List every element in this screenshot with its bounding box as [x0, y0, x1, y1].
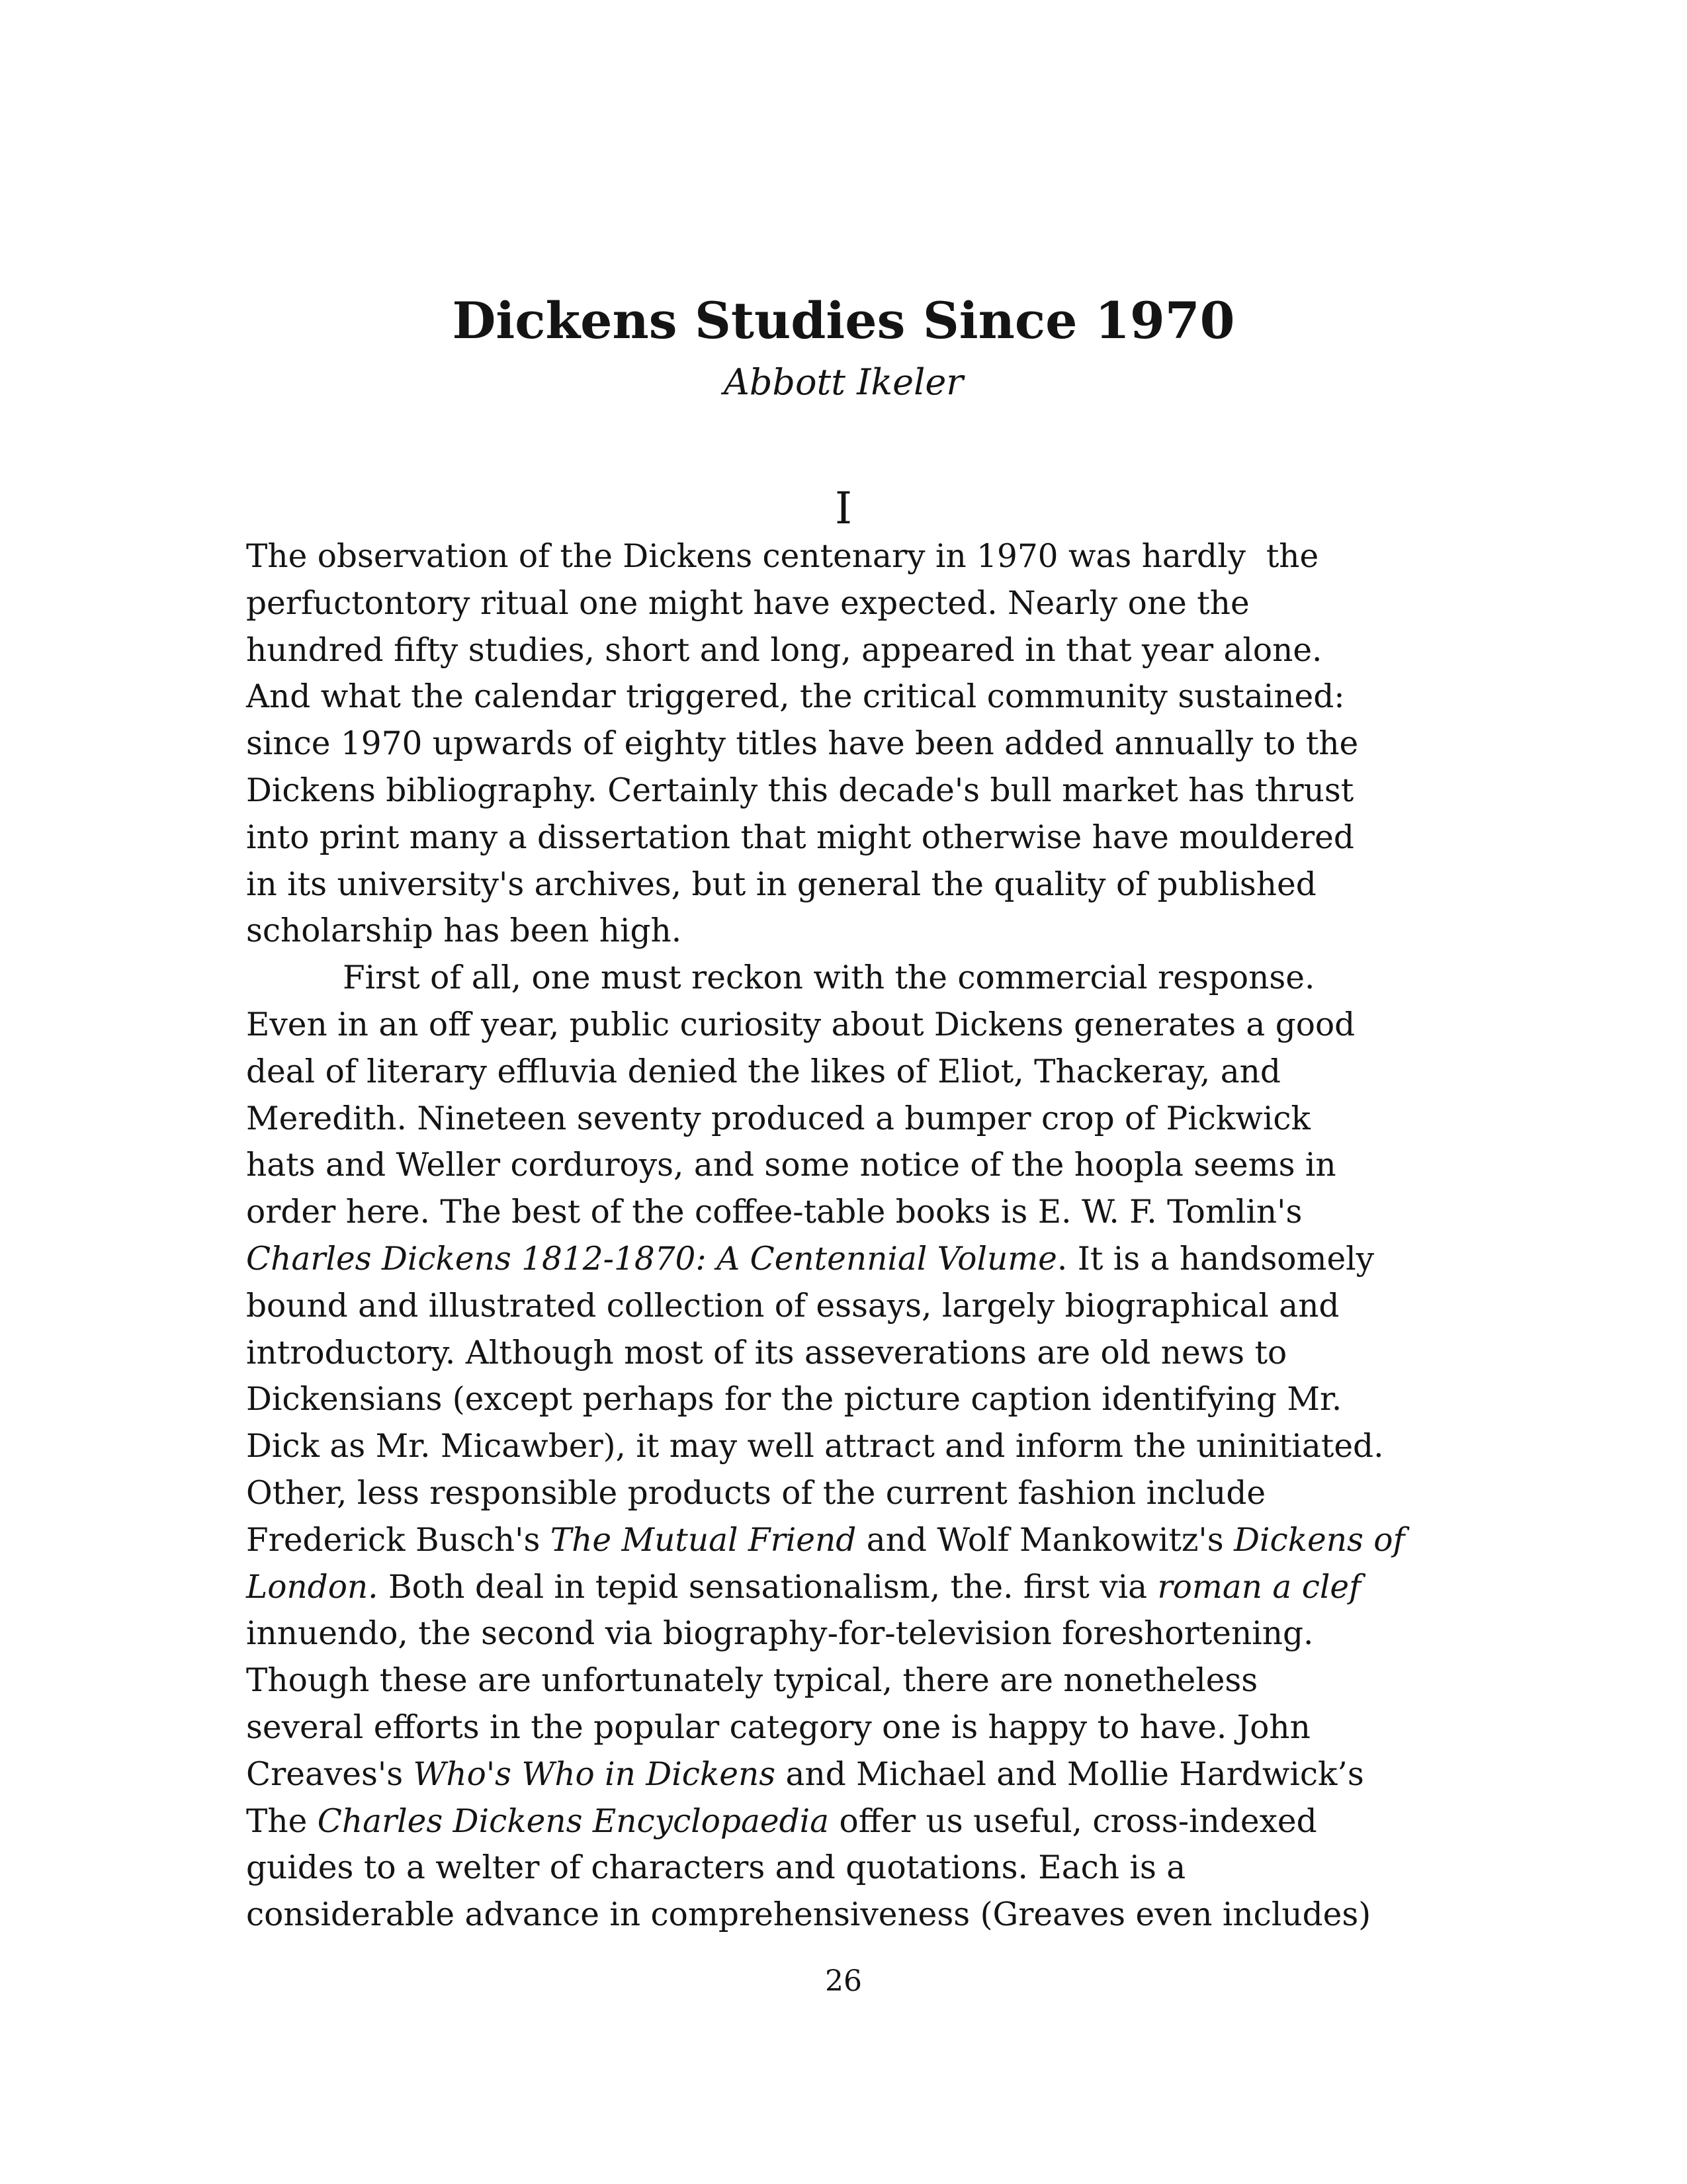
text-segment: several efforts in the popular category one is happy to have. John: [246, 1708, 1311, 1746]
text-segment: Frederick Busch's: [246, 1521, 550, 1559]
page-number: 26: [825, 1964, 862, 1998]
italic-text: Charles Dickens Encyclopaedia: [317, 1802, 830, 1840]
text-line: [246, 1002, 1444, 1049]
italic-text: Charles Dickens 1812-1870: A Centennial Volume: [246, 1240, 1057, 1278]
text-line: [246, 1798, 1444, 1845]
text-line: [246, 1049, 1444, 1096]
text-line: [246, 908, 1444, 955]
text-line: [246, 721, 1444, 767]
text-segment: guides to a welter of characters and quotations. Each is a: [246, 1849, 1186, 1887]
text-line: [246, 767, 1444, 814]
text-line: [246, 1142, 1444, 1189]
body-text: [246, 533, 1444, 1939]
text-line: [246, 1283, 1444, 1330]
text-segment: since 1970 upwards of eighty titles have been added annually to the: [246, 725, 1359, 763]
text-line: [246, 1236, 1444, 1283]
text-line: [246, 1892, 1444, 1939]
text-segment: . It is a handsomely: [1057, 1240, 1375, 1278]
italic-text: roman a clef: [1157, 1568, 1362, 1606]
section-number: I: [834, 483, 853, 534]
text-segment: First of all, one must reckon with the commercial response.: [343, 959, 1315, 997]
text-segment: And what the calendar triggered, the critical community sustained:: [246, 678, 1345, 716]
text-segment: hundred fifty studies, short and long, appeared in that year alone.: [246, 631, 1322, 669]
text-line: [246, 1610, 1444, 1657]
text-line: [246, 580, 1444, 627]
text-segment: The observation of the Dickens centenary in 1970 was hardly the: [246, 538, 1319, 575]
italic-text: The Mutual Friend: [550, 1521, 857, 1559]
text-line: [246, 814, 1444, 861]
text-segment: considerable advance in comprehensiveness (Greaves even includes): [246, 1896, 1371, 1934]
text-segment: Dickens bibliography. Certainly this decade's bull market has thrust: [246, 771, 1354, 809]
text-line: [246, 1423, 1444, 1470]
italic-text: Dickens of: [1234, 1521, 1405, 1559]
article-title: Dickens Studies Since 1970: [452, 291, 1235, 350]
text-segment: deal of literary effluvia denied the likes of Eliot, Thackeray, and: [246, 1053, 1281, 1090]
text-line: [246, 1845, 1444, 1892]
text-segment: and Michael and Mollie Hardwick’s: [775, 1755, 1364, 1793]
text-line: [246, 1517, 1444, 1564]
article-author: Abbott Ikeler: [723, 361, 964, 403]
text-segment: into print many a dissertation that might otherwise have mouldered: [246, 818, 1354, 856]
text-segment: in its university's archives, but in general the quality of published: [246, 865, 1317, 903]
text-segment: order here. The best of the coffee-table books is E. W. F. Tomlin's: [246, 1194, 1303, 1231]
text-line: [246, 1751, 1444, 1798]
text-line: [246, 1704, 1444, 1751]
text-segment: Creaves's: [246, 1755, 413, 1793]
text-segment: Though these are unfortunately typical, there are nonetheless: [246, 1662, 1258, 1700]
text-line: [246, 1657, 1444, 1704]
text-segment: Other, less responsible products of the current fashion include: [246, 1474, 1266, 1512]
text-line: [246, 1564, 1444, 1611]
text-segment: Dickensians (except perhaps for the picture caption identifying Mr.: [246, 1381, 1342, 1419]
text-line: [246, 1376, 1444, 1423]
text-line: [246, 1096, 1444, 1143]
text-line: [246, 1189, 1444, 1236]
text-segment: introductory. Although most of its asseverations are old news to: [246, 1334, 1287, 1372]
text-segment: The: [246, 1802, 318, 1840]
text-line: [246, 627, 1444, 674]
text-line: [246, 674, 1444, 721]
italic-text: Who's Who in Dickens: [413, 1755, 776, 1793]
text-segment: Meredith. Nineteen seventy produced a bumper crop of Pickwick: [246, 1100, 1311, 1137]
italic-text: London.: [246, 1568, 378, 1606]
text-line: [246, 1470, 1444, 1517]
text-segment: hats and Weller corduroys, and some notice of the hoopla seems in: [246, 1147, 1336, 1184]
text-line: [246, 861, 1444, 908]
text-segment: Both deal in tepid sensationalism, the. first via: [378, 1568, 1158, 1606]
text-segment: Even in an off year, public curiosity about Dickens generates a good: [246, 1006, 1356, 1043]
text-segment: innuendo, the second via biography-for-television foreshortening.: [246, 1615, 1314, 1653]
text-segment: offer us useful, cross-indexed: [829, 1802, 1317, 1840]
text-line: [246, 955, 1444, 1002]
text-line: [246, 1330, 1444, 1377]
text-line: [246, 533, 1444, 580]
text-segment: and Wolf Mankowitz's: [856, 1521, 1234, 1559]
text-segment: scholarship has been high.: [246, 912, 682, 950]
text-segment: perfuctontory ritual one might have expected. Nearly one the: [246, 584, 1250, 622]
text-segment: Dick as Mr. Micawber), it may well attract and inform the uninitiated.: [246, 1428, 1384, 1465]
text-segment: bound and illustrated collection of essays, largely biographical and: [246, 1287, 1340, 1325]
